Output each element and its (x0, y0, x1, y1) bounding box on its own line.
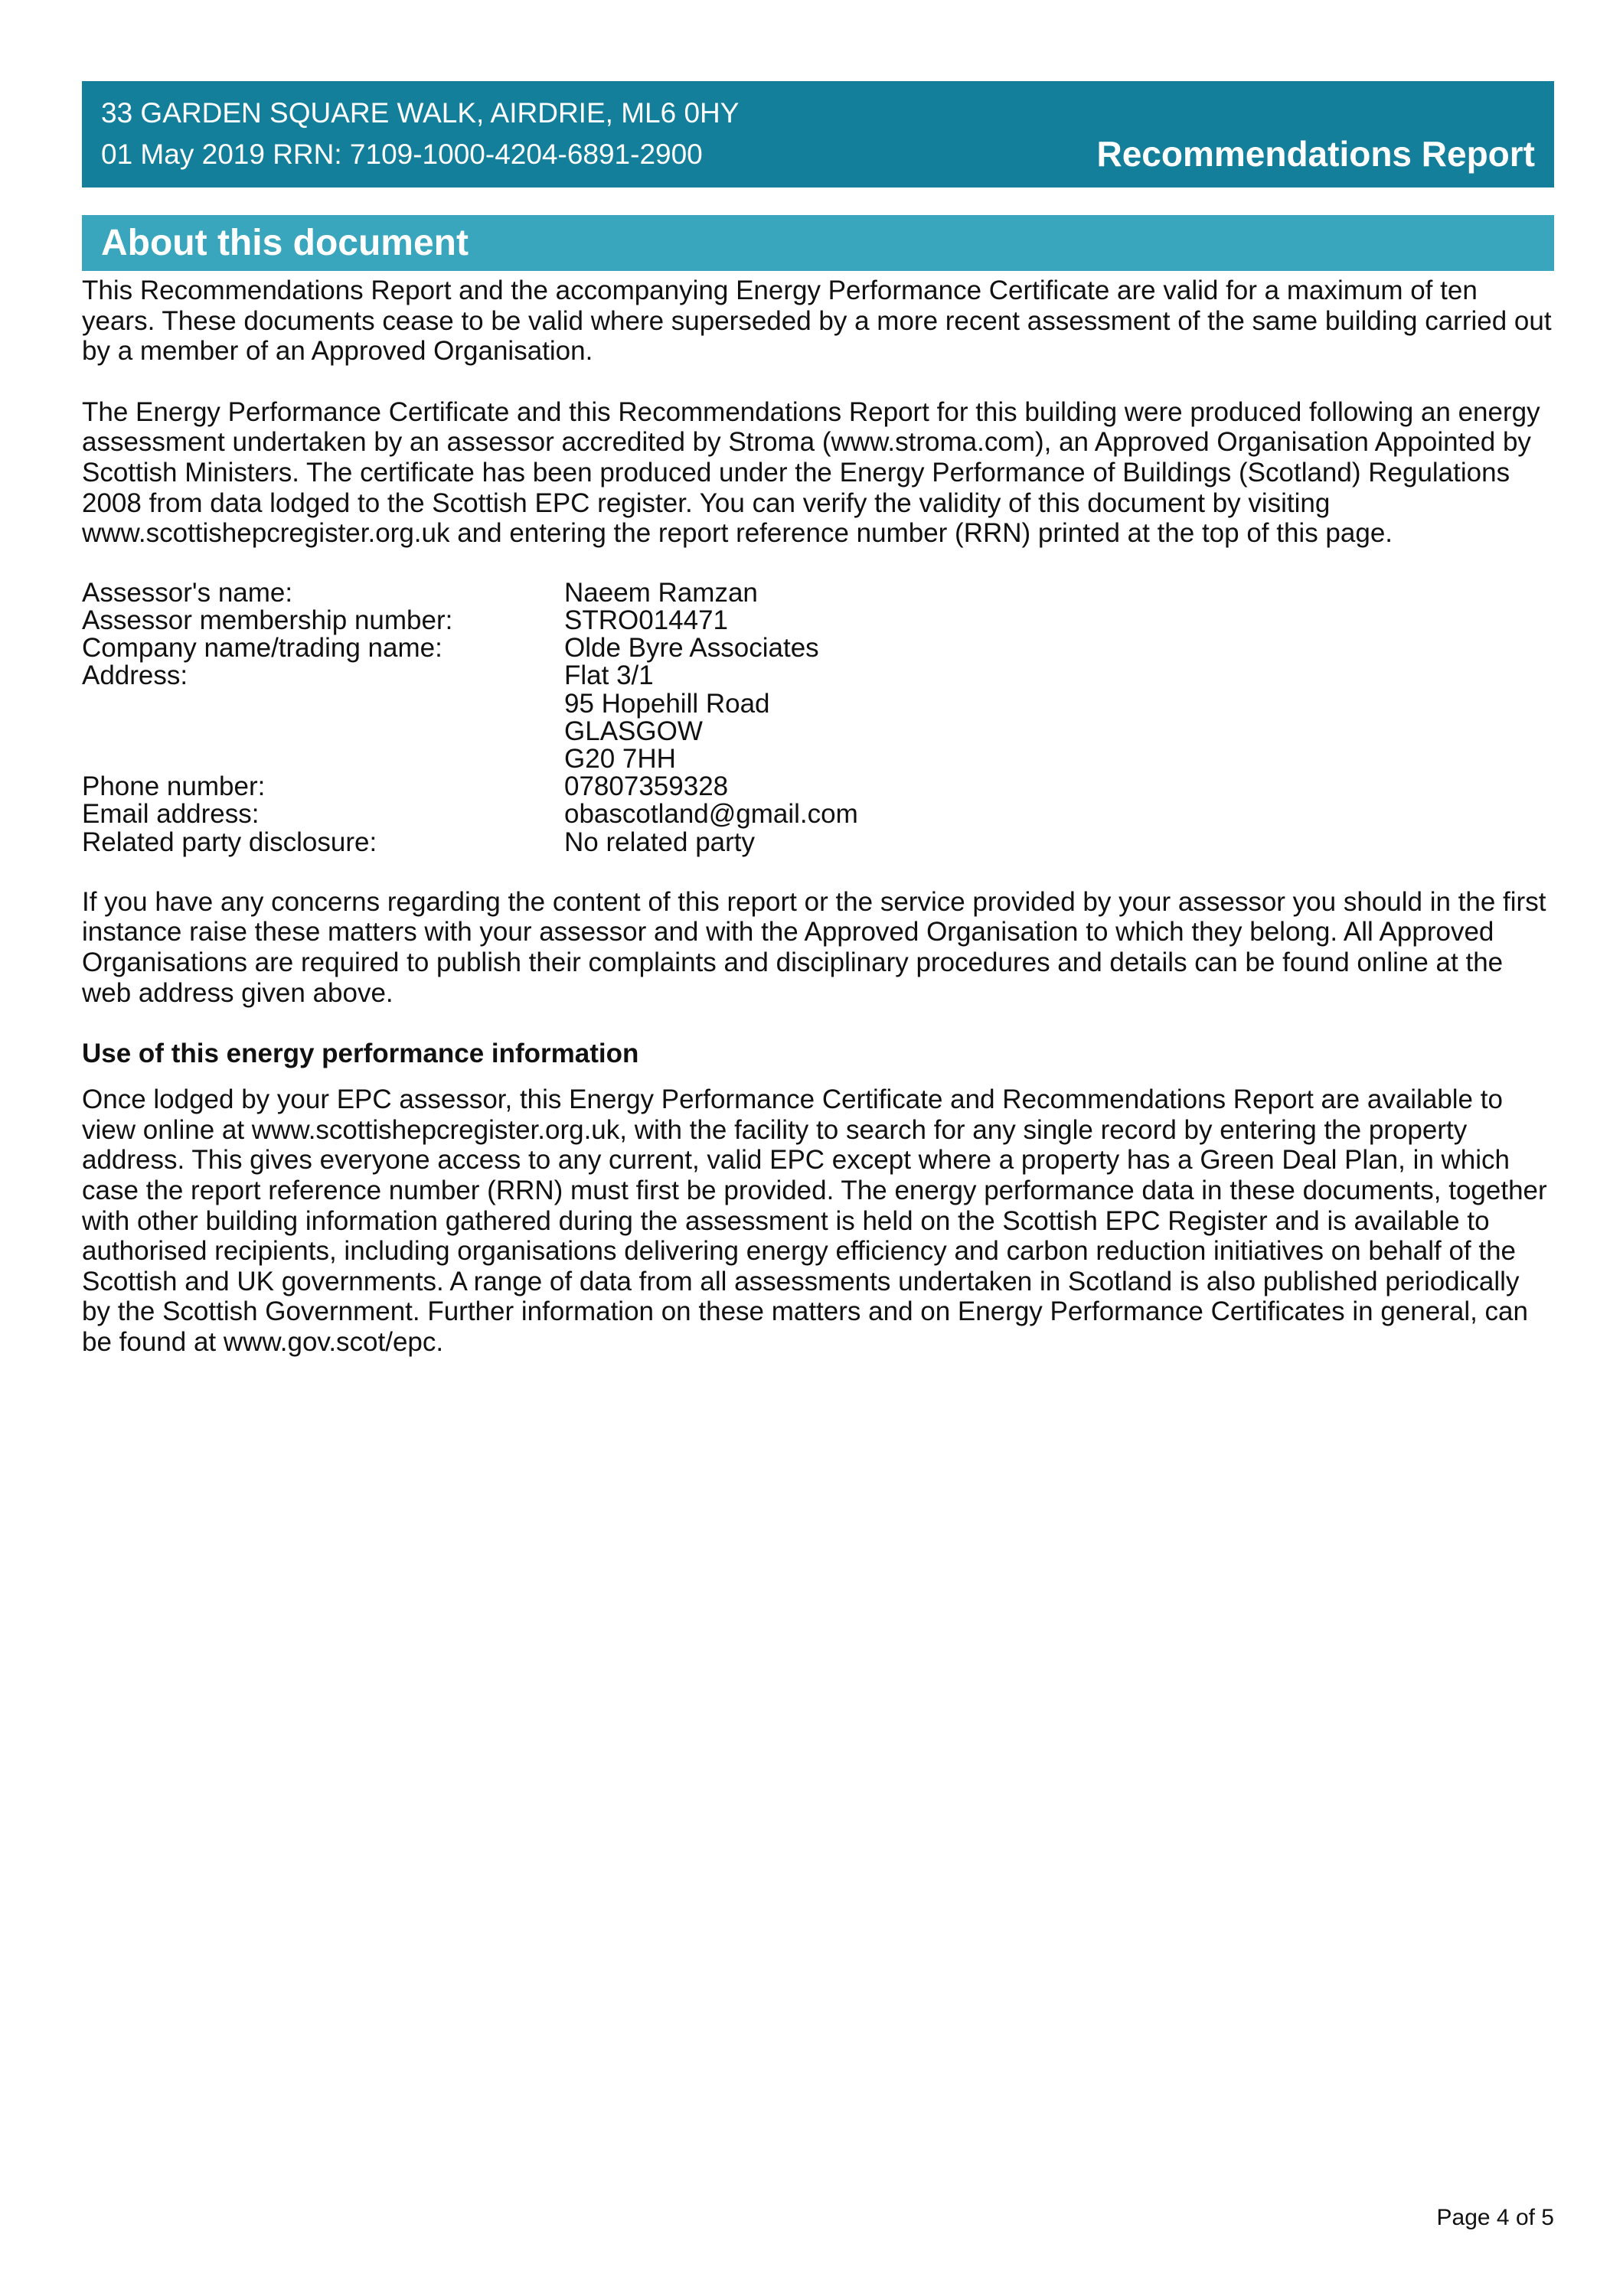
report-header (82, 81, 1554, 188)
phone-number-row (82, 773, 1554, 801)
related-party-label: Related party disclosure: (82, 827, 377, 857)
related-party-row (82, 829, 1554, 856)
use-info-heading: Use of this energy performance information (82, 1039, 639, 1069)
date-and-rrn: 01 May 2019 RRN: 7109-1000-4204-6891-2900 (101, 139, 703, 170)
concerns-paragraph: If you have any concerns regarding the content of this report or the service provided by your assessor you should in the first instance raise these matters with your assessor and with the Approved Organisation to which they belong. All Approved Organisations are required to publish their complaints and disciplinary procedures and details can be found online at the web address given above. (82, 886, 1546, 1008)
report-title: Recommendations Report (1096, 134, 1535, 174)
address-value (564, 662, 1554, 773)
assessor-name-value: Naeem Ramzan (564, 577, 758, 608)
membership-number-value: STRO014471 (564, 605, 729, 635)
related-party-value: No related party (564, 827, 756, 857)
about-section-title: About this document (101, 223, 469, 263)
company-name-row (82, 634, 1554, 662)
validity-paragraph: This Recommendations Report and the accompanying Energy Performance Certificate are valid for a maximum of ten years. These documents cease to be valid where superseded by a more recent assessment of the same building carried out by a member of an Approved Organisation. (82, 276, 1552, 367)
address-line-4: G20 7HH (564, 743, 676, 774)
phone-number-label: Phone number: (82, 771, 266, 802)
address-line-3: GLASGOW (564, 716, 703, 746)
company-name-value: Olde Byre Associates (564, 633, 819, 664)
address-line-1: Flat 3/1 (564, 660, 654, 691)
email-address-label: Email address: (82, 799, 260, 830)
membership-number-row (82, 607, 1554, 634)
membership-number-label: Assessor membership number: (82, 605, 453, 635)
email-address-value: obascotland@gmail.com (564, 799, 858, 830)
address-line-2: 95 Hopehill Road (564, 688, 770, 719)
report-page (82, 81, 1554, 1358)
assessment-paragraph: The Energy Performance Certificate and this Recommendations Report for this building were produced following an energy assessment undertaken by an assessor accredited by Stroma (www.stroma.com), an Approved Organisation Appointed by Scottish Ministers. The certificate has been produced under the Energy Performance of Buildings (Scotland) Regulations 2008 from data lodged to the Scottish EPC register. You can verify the validity of this document by visiting www.scottishepcregister.org.uk and entering the report reference number (RRN) printed at the top of this page. (82, 396, 1540, 549)
assessor-name-label: Assessor's name: (82, 577, 293, 608)
property-address: 33 GARDEN SQUARE WALK, AIRDRIE, ML6 0HY (101, 97, 740, 129)
email-address-row (82, 801, 1554, 828)
assessor-details (82, 579, 1554, 856)
about-section-header (82, 215, 1554, 271)
address-label: Address: (82, 660, 188, 691)
use-info-paragraph: Once lodged by your EPC assessor, this Energy Performance Certificate and Recommendations Report are available to view online at www.scottishepcregister.org.uk, with the facility to search for any single record by entering the property address. This gives everyone access to any current, valid EPC except where a property has a Green Deal Plan, in which case the report reference number (RRN) must first be provided. The energy performance data in these documents, together with other building information gathered during the assessment is held on the Scottish EPC Register and is available to authorised recipients, including organisations delivering energy efficiency and carbon reduction initiatives on behalf of the Scottish and UK governments. A range of data from all assessments undertaken in Scotland is also published periodically by the Scottish Government. Further information on these matters and on Energy Performance Certificates in general, can be found at www.gov.scot/epc. (82, 1084, 1547, 1357)
company-name-label: Company name/trading name: (82, 633, 442, 664)
assessor-name-row (82, 579, 1554, 607)
page-number: Page 4 of 5 (1436, 2205, 1554, 2230)
phone-number-value: 07807359328 (564, 771, 729, 802)
address-row (82, 662, 1554, 773)
